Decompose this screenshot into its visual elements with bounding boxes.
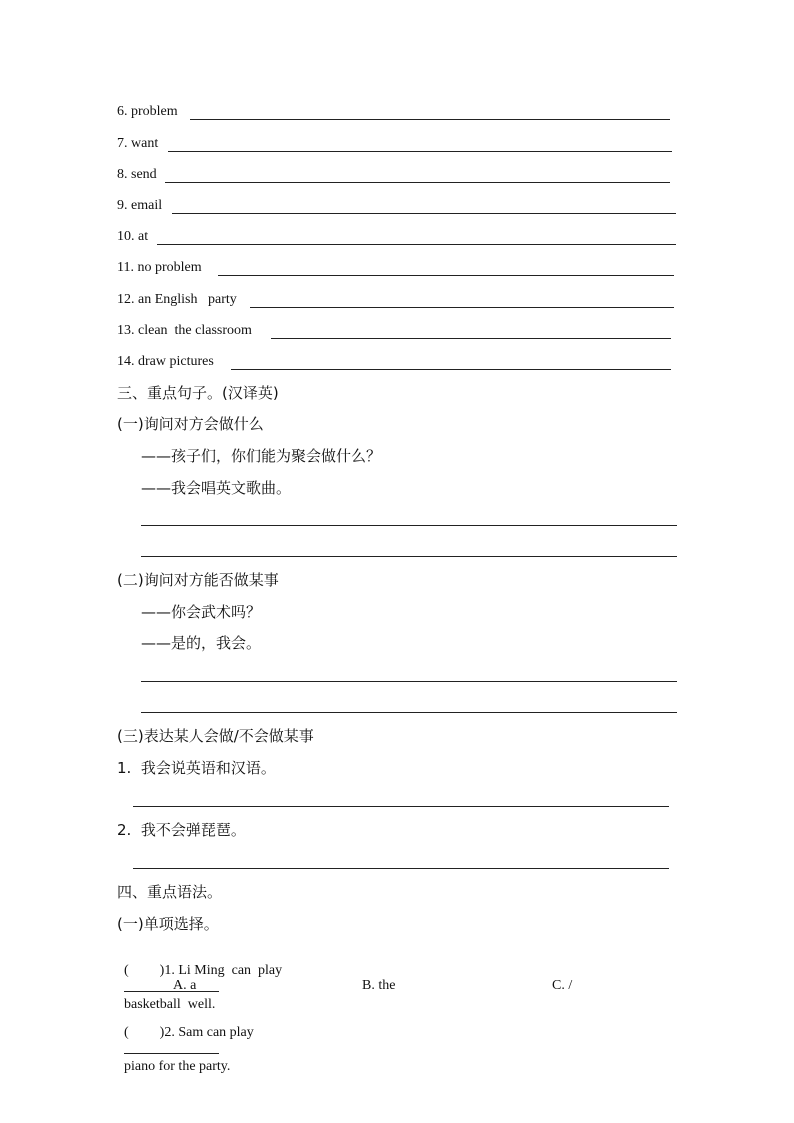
sentence-item: 2. 我不会弹琵琶。 — [117, 821, 246, 839]
answer-line[interactable] — [133, 868, 669, 869]
vocab-label: 11. no problem — [117, 260, 202, 275]
answer-line[interactable] — [141, 556, 677, 557]
question-stem: )2. Sam can play — [159, 1025, 254, 1040]
dialogue-answer: ——我会唱英文歌曲。 — [141, 479, 292, 497]
section-heading: 三、重点句子。(汉译英) — [117, 384, 279, 402]
bracket-open: ( — [124, 1025, 129, 1040]
option-c[interactable]: C. / — [552, 978, 573, 993]
answer-line[interactable] — [141, 712, 677, 713]
option-b[interactable]: B. the — [362, 978, 396, 993]
dialogue-answer: ——是的，我会。 — [141, 634, 262, 652]
question-1 — [117, 947, 282, 1013]
option-a[interactable]: A. a — [173, 978, 197, 993]
question-tail: basketball well. — [124, 997, 216, 1012]
answer-line[interactable] — [165, 182, 670, 183]
section-heading: 四、重点语法。 — [117, 883, 223, 901]
answer-line[interactable] — [271, 338, 671, 339]
sentence-item: 1. 我会说英语和汉语。 — [117, 759, 276, 777]
vocab-label: 6. problem — [117, 104, 178, 119]
subsection-title: (一)询问对方会做什么 — [117, 415, 264, 433]
question-stem: )1. Li Ming can play — [159, 963, 283, 978]
vocab-label: 12. an English party — [117, 292, 237, 307]
answer-line[interactable] — [168, 151, 672, 152]
answer-line[interactable] — [231, 369, 671, 370]
fill-blank[interactable] — [124, 1041, 219, 1054]
vocab-label: 7. want — [117, 136, 159, 151]
answer-line[interactable] — [141, 525, 677, 526]
answer-line[interactable] — [172, 213, 676, 214]
answer-line[interactable] — [141, 681, 677, 682]
question-tail: piano for the party. — [124, 1059, 231, 1074]
vocab-label: 10. at — [117, 229, 149, 244]
dialogue-question: ——你会武术吗？ — [141, 603, 262, 621]
vocab-label: 14. draw pictures — [117, 354, 214, 369]
subsection-title: (三)表达某人会做/不会做某事 — [117, 727, 314, 745]
answer-line[interactable] — [218, 275, 674, 276]
subsection-title: (一)单项选择。 — [117, 915, 219, 933]
answer-line[interactable] — [157, 244, 676, 245]
fill-blank[interactable] — [124, 979, 219, 992]
vocab-label: 13. clean the classroom — [117, 323, 252, 338]
question-2 — [117, 1009, 254, 1075]
vocab-label: 8. send — [117, 167, 157, 182]
dialogue-question: ——孩子们，你们能为聚会做什么？ — [141, 447, 382, 465]
answer-line[interactable] — [250, 307, 674, 308]
answer-line[interactable] — [190, 119, 670, 120]
answer-line[interactable] — [133, 806, 669, 807]
subsection-title: (二)询问对方能否做某事 — [117, 571, 279, 589]
vocab-label: 9. email — [117, 198, 163, 213]
bracket-open: ( — [124, 963, 129, 978]
